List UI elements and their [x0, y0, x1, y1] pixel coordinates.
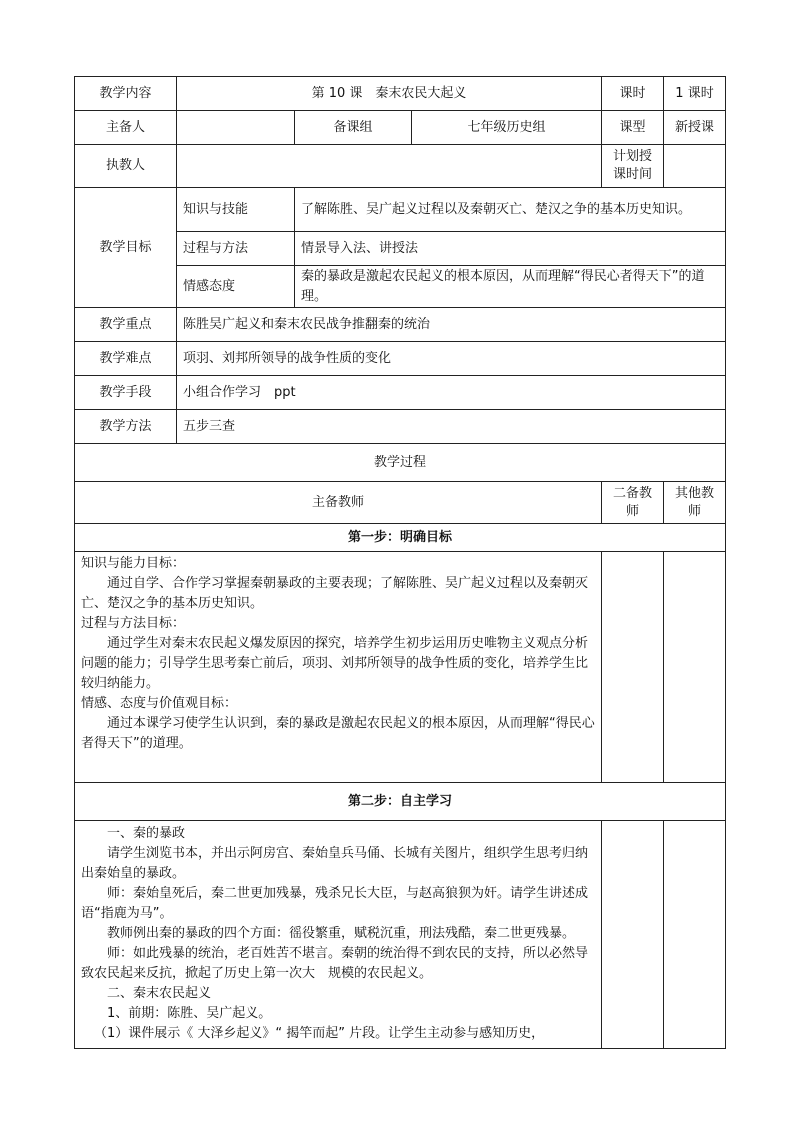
- row-lead: [75, 111, 726, 145]
- key-point-label: 教学重点: [75, 308, 177, 342]
- hours-value: 1 课时: [664, 77, 726, 111]
- hours-label: 课时: [602, 77, 664, 111]
- step2-line: 教师例出秦的暴政的四个方面：徭役繁重，赋税沉重，刑法残酷，秦二世更残暴。: [107, 926, 576, 941]
- row-process-title: [75, 444, 726, 482]
- objective-value-2: 情景导入法、讲授法: [295, 232, 726, 266]
- row-process-header: [75, 482, 726, 524]
- objective-label-1: 知识与技能: [177, 188, 295, 232]
- method-label: 教学方法: [75, 410, 177, 444]
- step2-line: 1、前期：陈胜、吴广起义。: [107, 1006, 272, 1021]
- col-main-teacher: 主备教师: [75, 482, 602, 524]
- row-objective-1: [75, 188, 726, 232]
- objective-value-3: 秦的暴政是激起农民起义的根本原因，从而理解“得民心者得天下”的道理。: [295, 266, 726, 308]
- col-second-teacher: 二备教师: [602, 482, 664, 524]
- row-method: [75, 410, 726, 444]
- method-value: 五步三查: [177, 410, 726, 444]
- lesson-plan-table: [74, 76, 726, 1049]
- key-point-value: 陈胜吴广起义和秦末农民战争推翻秦的统治: [177, 308, 726, 342]
- step1-lines: [81, 554, 595, 754]
- teacher-label: 执教人: [75, 145, 177, 188]
- step1-line: 知识与能力目标：: [81, 556, 186, 571]
- means-label: 教学手段: [75, 376, 177, 410]
- lesson-title: 第 10 课 秦末农民大起义: [177, 77, 602, 111]
- step2-line: 师：如此残暴的统治，老百姓苦不堪言。秦朝的统治得不到农民的支持，所以必然导致农民起来反抗，掀起了历史上第一次大 规模的农民起义。: [81, 946, 589, 981]
- step2-line: 二、秦末农民起义: [107, 986, 212, 1001]
- row-step2-body: [75, 821, 726, 1049]
- step1-body: [75, 552, 602, 783]
- row-step2-title: [75, 783, 726, 821]
- step1-title: 第一步：明确目标: [75, 524, 726, 552]
- objective-label-2: 过程与方法: [177, 232, 295, 266]
- lead-value: [177, 111, 295, 145]
- step1-line: 通过本课学习使学生认识到，秦的暴政是激起农民起义的根本原因，从而理解“得民心者得天下”的道理。: [81, 716, 595, 751]
- teacher-value: [177, 145, 602, 188]
- step2-title: 第二步：自主学习: [75, 783, 726, 821]
- difficulty-value: 项羽、刘邦所领导的战争性质的变化: [177, 342, 726, 376]
- step2-line: （1）课件展示《 大泽乡起义》“ 揭竿而起” 片段。让学生主动参与感知历史，: [94, 1026, 545, 1041]
- objectives-label: 教学目标: [75, 188, 177, 308]
- type-value: 新授课: [664, 111, 726, 145]
- col-other-teacher: 其他教师: [664, 482, 726, 524]
- step2-line: 请学生浏览书本，并出示阿房宫、秦始皇兵马俑、长城有关图片，组织学生思考归纳出秦始皇的暴政。: [81, 846, 589, 881]
- step2-line: 一、秦的暴政: [107, 826, 186, 841]
- step2-line: 师：秦始皇死后，秦二世更加残暴，残杀兄长大臣，与赵高狼狈为奸。请学生讲述成语“指鹿为马”。: [81, 886, 589, 921]
- row-key-point: [75, 308, 726, 342]
- difficulty-label: 教学难点: [75, 342, 177, 376]
- step2-body: [75, 821, 602, 1049]
- group-label: 备课组: [295, 111, 412, 145]
- row-means: [75, 376, 726, 410]
- row-difficulty: [75, 342, 726, 376]
- means-value: 小组合作学习 ppt: [177, 376, 726, 410]
- step2-lines: [81, 824, 595, 1044]
- step2-second: [602, 821, 664, 1049]
- plan-label: 计划授课时间: [602, 145, 664, 188]
- step2-other: [664, 821, 726, 1049]
- step1-other: [664, 552, 726, 783]
- row-content: [75, 77, 726, 111]
- step1-line: 情感、态度与价值观目标：: [81, 696, 238, 711]
- step1-line: 通过自学、合作学习掌握秦朝暴政的主要表现；了解陈胜、吴广起义过程以及秦朝灭亡、楚汉之争的基本历史知识。: [81, 576, 589, 611]
- step1-line: 过程与方法目标：: [81, 616, 186, 631]
- type-label: 课型: [602, 111, 664, 145]
- content-label: 教学内容: [75, 77, 177, 111]
- step1-line: 通过学生对秦末农民起义爆发原因的探究，培养学生初步运用历史唯物主义观点分析问题的能力；引导学生思考秦亡前后，项羽、刘邦所领导的战争性质的变化，培养学生比较归纳能力。: [81, 636, 589, 691]
- step1-second: [602, 552, 664, 783]
- lead-label: 主备人: [75, 111, 177, 145]
- plan-value: [664, 145, 726, 188]
- row-step1-body: [75, 552, 726, 783]
- objective-label-3: 情感态度: [177, 266, 295, 308]
- group-value: 七年级历史组: [412, 111, 602, 145]
- row-teacher: [75, 145, 726, 188]
- objective-value-1: 了解陈胜、吴广起义过程以及秦朝灭亡、楚汉之争的基本历史知识。: [295, 188, 726, 232]
- row-step1-title: [75, 524, 726, 552]
- process-title: 教学过程: [75, 444, 726, 482]
